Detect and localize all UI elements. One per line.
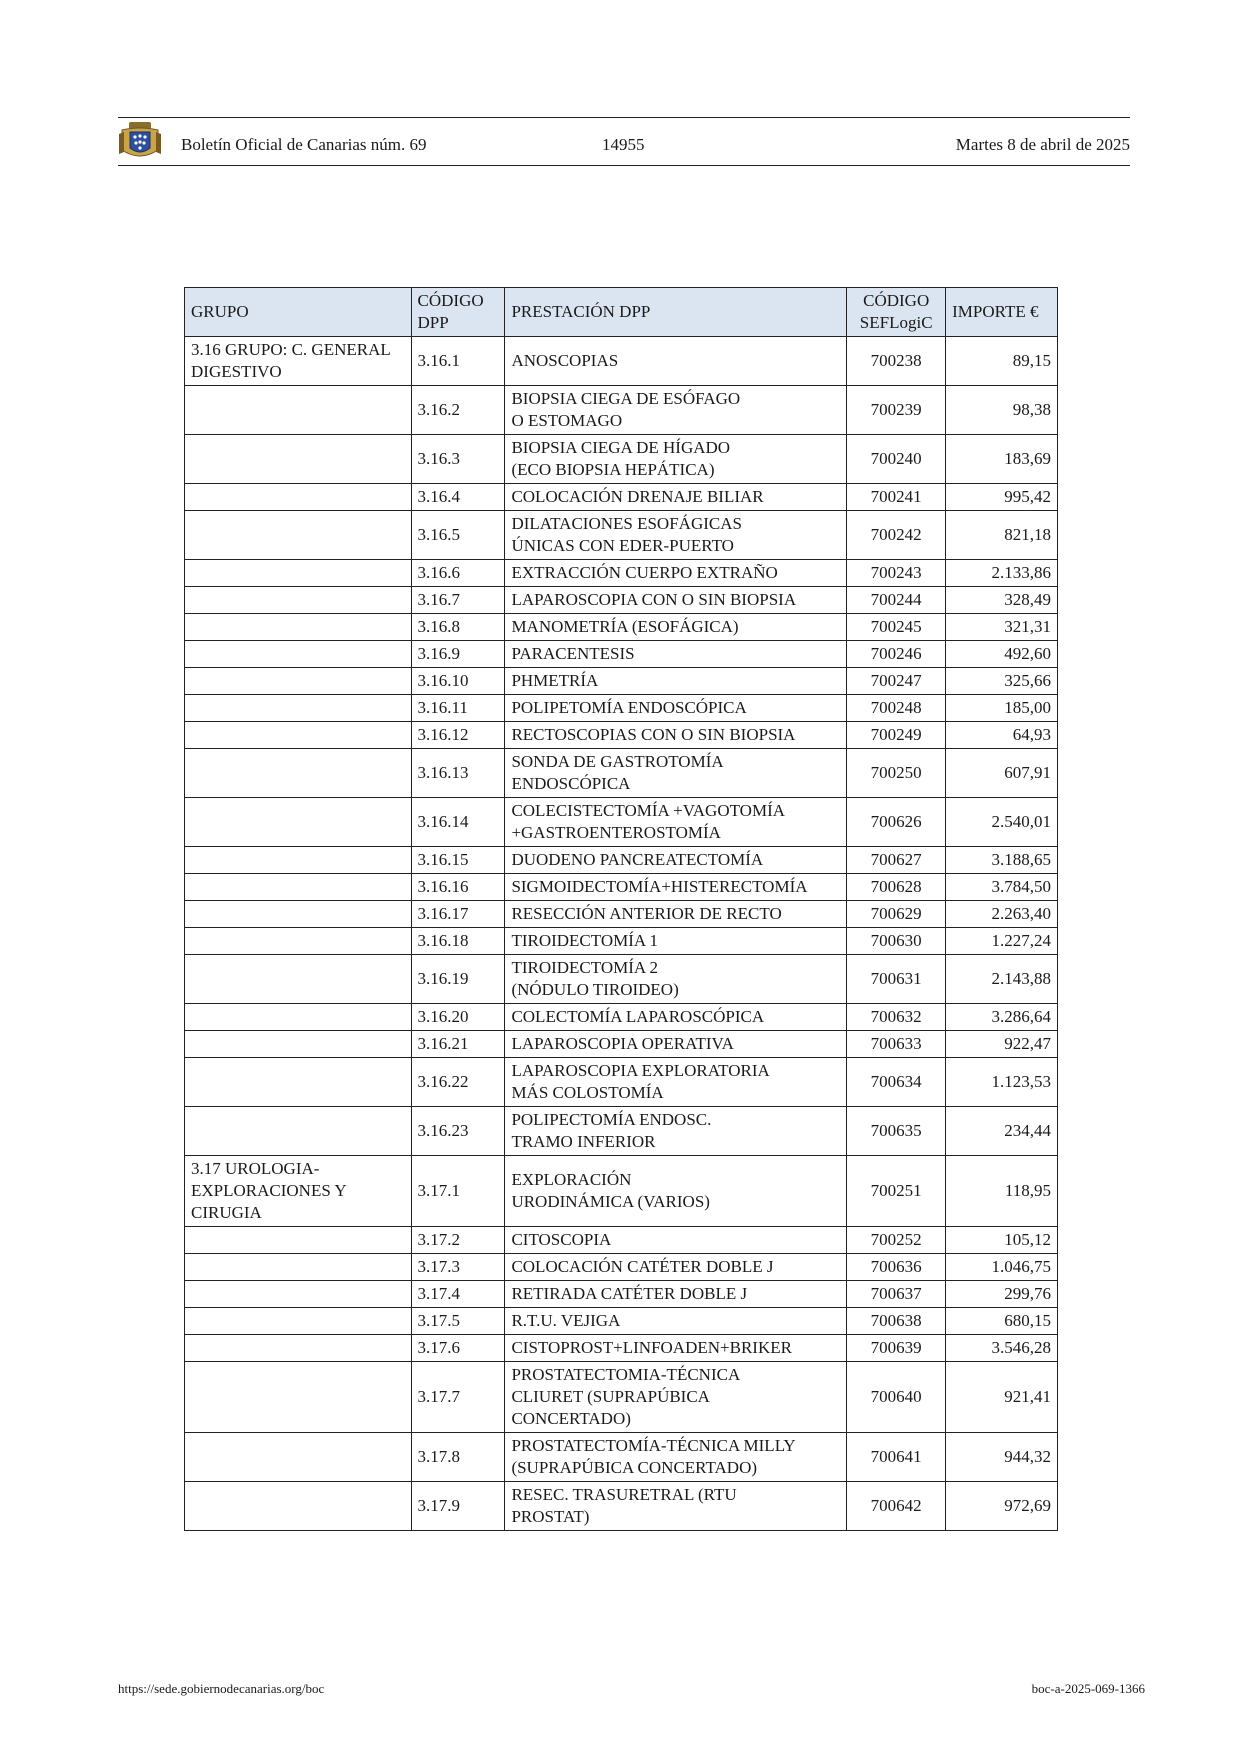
cell-codigo-seflogic: 700248 (847, 695, 946, 722)
cell-grupo (185, 695, 412, 722)
cell-codigo-seflogic: 700251 (847, 1156, 946, 1227)
table-row (185, 668, 1058, 695)
cell-prestacion: DILATACIONES ESOFÁGICAS ÚNICAS CON EDER-PUERTO (505, 511, 847, 560)
cell-importe: 821,18 (946, 511, 1058, 560)
cell-importe: 2.540,01 (946, 798, 1058, 847)
cell-importe: 64,93 (946, 722, 1058, 749)
col-header-grupo: GRUPO (185, 288, 412, 337)
cell-grupo (185, 847, 412, 874)
cell-importe: 105,12 (946, 1227, 1058, 1254)
cell-importe: 944,32 (946, 1433, 1058, 1482)
cell-grupo: 3.17 UROLOGIA-EXPLORACIONES Y CIRUGIA (185, 1156, 412, 1227)
col-header-prestacion: PRESTACIÓN DPP (505, 288, 847, 337)
cell-importe: 234,44 (946, 1107, 1058, 1156)
cell-importe: 607,91 (946, 749, 1058, 798)
cell-codigo-dpp: 3.16.21 (411, 1031, 505, 1058)
cell-prestacion: PHMETRÍA (505, 668, 847, 695)
cell-codigo-dpp: 3.16.4 (411, 484, 505, 511)
table-row (185, 749, 1058, 798)
cell-grupo (185, 1254, 412, 1281)
page-header (118, 117, 1130, 166)
cell-codigo-dpp: 3.16.6 (411, 560, 505, 587)
table-row (185, 511, 1058, 560)
cell-grupo (185, 484, 412, 511)
cell-codigo-dpp: 3.17.2 (411, 1227, 505, 1254)
table-row (185, 955, 1058, 1004)
cell-grupo (185, 1308, 412, 1335)
cell-importe: 118,95 (946, 1156, 1058, 1227)
cell-codigo-dpp: 3.16.7 (411, 587, 505, 614)
cell-prestacion: COLECTOMÍA LAPAROSCÓPICA (505, 1004, 847, 1031)
table-row (185, 1156, 1058, 1227)
cell-prestacion: SIGMOIDECTOMÍA+HISTERECTOMÍA (505, 874, 847, 901)
cell-grupo: 3.16 GRUPO: C. GENERAL DIGESTIVO (185, 337, 412, 386)
cell-grupo (185, 386, 412, 435)
cell-importe: 3.546,28 (946, 1335, 1058, 1362)
table-row (185, 1335, 1058, 1362)
cell-codigo-seflogic: 700246 (847, 641, 946, 668)
cell-codigo-dpp: 3.16.22 (411, 1058, 505, 1107)
cell-codigo-seflogic: 700627 (847, 847, 946, 874)
cell-codigo-seflogic: 700242 (847, 511, 946, 560)
publication-date: Martes 8 de abril de 2025 (955, 135, 1130, 154)
cell-codigo-seflogic: 700240 (847, 435, 946, 484)
dpp-table (184, 287, 1058, 1531)
cell-codigo-dpp: 3.17.4 (411, 1281, 505, 1308)
cell-prestacion: CISTOPROST+LINFOADEN+BRIKER (505, 1335, 847, 1362)
table-row (185, 1482, 1058, 1531)
cell-grupo (185, 511, 412, 560)
cell-codigo-seflogic: 700244 (847, 587, 946, 614)
cell-importe: 492,60 (946, 641, 1058, 668)
cell-codigo-seflogic: 700238 (847, 337, 946, 386)
cell-codigo-dpp: 3.17.3 (411, 1254, 505, 1281)
cell-codigo-seflogic: 700628 (847, 874, 946, 901)
table-row (185, 1254, 1058, 1281)
cell-prestacion: ANOSCOPIAS (505, 337, 847, 386)
cell-codigo-dpp: 3.16.12 (411, 722, 505, 749)
cell-codigo-dpp: 3.16.19 (411, 955, 505, 1004)
cell-grupo (185, 955, 412, 1004)
cell-grupo (185, 668, 412, 695)
table-row (185, 435, 1058, 484)
cell-grupo (185, 798, 412, 847)
cell-codigo-dpp: 3.17.1 (411, 1156, 505, 1227)
cell-importe: 3.188,65 (946, 847, 1058, 874)
cell-grupo (185, 749, 412, 798)
cell-prestacion: POLIPETOMÍA ENDOSCÓPICA (505, 695, 847, 722)
cell-grupo (185, 587, 412, 614)
cell-prestacion: PARACENTESIS (505, 641, 847, 668)
cell-codigo-dpp: 3.17.7 (411, 1362, 505, 1433)
cell-codigo-dpp: 3.16.5 (411, 511, 505, 560)
page-number: 14955 (602, 135, 645, 154)
cell-prestacion: COLOCACIÓN DRENAJE BILIAR (505, 484, 847, 511)
col-header-importe: IMPORTE € (946, 288, 1058, 337)
coat-of-arms-icon (118, 122, 162, 162)
cell-codigo-seflogic: 700641 (847, 1433, 946, 1482)
cell-codigo-dpp: 3.17.5 (411, 1308, 505, 1335)
table-row (185, 1058, 1058, 1107)
cell-codigo-seflogic: 700638 (847, 1308, 946, 1335)
cell-grupo (185, 874, 412, 901)
footer-url: https://sede.gobiernodecanarias.org/boc (118, 1681, 325, 1696)
cell-codigo-dpp: 3.16.8 (411, 614, 505, 641)
table-row (185, 1362, 1058, 1433)
cell-importe: 321,31 (946, 614, 1058, 641)
cell-codigo-dpp: 3.16.11 (411, 695, 505, 722)
cell-importe: 921,41 (946, 1362, 1058, 1433)
cell-prestacion: R.T.U. VEJIGA (505, 1308, 847, 1335)
cell-prestacion: TIROIDECTOMÍA 1 (505, 928, 847, 955)
table-row (185, 695, 1058, 722)
cell-codigo-dpp: 3.16.9 (411, 641, 505, 668)
cell-codigo-dpp: 3.17.8 (411, 1433, 505, 1482)
cell-grupo (185, 1227, 412, 1254)
table-row (185, 1004, 1058, 1031)
cell-codigo-seflogic: 700241 (847, 484, 946, 511)
table-row (185, 1227, 1058, 1254)
cell-codigo-seflogic: 700640 (847, 1362, 946, 1433)
cell-codigo-seflogic: 700633 (847, 1031, 946, 1058)
cell-importe: 922,47 (946, 1031, 1058, 1058)
cell-prestacion: DUODENO PANCREATECTOMÍA (505, 847, 847, 874)
bulletin-title: Boletín Oficial de Canarias núm. 69 (181, 135, 427, 154)
cell-grupo (185, 1004, 412, 1031)
cell-codigo-seflogic: 700629 (847, 901, 946, 928)
cell-prestacion: COLOCACIÓN CATÉTER DOBLE J (505, 1254, 847, 1281)
table-row (185, 928, 1058, 955)
cell-grupo (185, 1107, 412, 1156)
table-row (185, 874, 1058, 901)
cell-codigo-dpp: 3.16.17 (411, 901, 505, 928)
cell-prestacion: PROSTATECTOMIA-TÉCNICA CLIURET (SUPRAPÚBICA CONCERTADO) (505, 1362, 847, 1433)
cell-codigo-seflogic: 700250 (847, 749, 946, 798)
table-row (185, 798, 1058, 847)
cell-prestacion: MANOMETRÍA (ESOFÁGICA) (505, 614, 847, 641)
cell-codigo-dpp: 3.16.3 (411, 435, 505, 484)
cell-codigo-seflogic: 700626 (847, 798, 946, 847)
cell-importe: 3.784,50 (946, 874, 1058, 901)
cell-prestacion: RESEC. TRASURETRAL (RTU PROSTAT) (505, 1482, 847, 1531)
cell-grupo (185, 1058, 412, 1107)
cell-importe: 1.123,53 (946, 1058, 1058, 1107)
cell-prestacion: RESECCIÓN ANTERIOR DE RECTO (505, 901, 847, 928)
cell-codigo-dpp: 3.16.1 (411, 337, 505, 386)
table-row (185, 614, 1058, 641)
cell-grupo (185, 1031, 412, 1058)
cell-grupo (185, 901, 412, 928)
col-header-codigo-seflogic: CÓDIGO SEFLogiC (847, 288, 946, 337)
col-header-codigo-dpp: CÓDIGO DPP (411, 288, 505, 337)
table-row (185, 1281, 1058, 1308)
cell-codigo-seflogic: 700252 (847, 1227, 946, 1254)
cell-codigo-seflogic: 700642 (847, 1482, 946, 1531)
cell-codigo-dpp: 3.16.2 (411, 386, 505, 435)
cell-grupo (185, 1281, 412, 1308)
cell-importe: 89,15 (946, 337, 1058, 386)
footer-reference: boc-a-2025-069-1366 (1031, 1681, 1145, 1696)
cell-codigo-dpp: 3.16.13 (411, 749, 505, 798)
cell-importe: 680,15 (946, 1308, 1058, 1335)
cell-importe: 995,42 (946, 484, 1058, 511)
cell-codigo-dpp: 3.16.20 (411, 1004, 505, 1031)
cell-importe: 3.286,64 (946, 1004, 1058, 1031)
table-row (185, 587, 1058, 614)
cell-codigo-seflogic: 700247 (847, 668, 946, 695)
cell-grupo (185, 722, 412, 749)
cell-prestacion: RECTOSCOPIAS CON O SIN BIOPSIA (505, 722, 847, 749)
cell-codigo-dpp: 3.17.9 (411, 1482, 505, 1531)
table-row (185, 337, 1058, 386)
cell-prestacion: LAPAROSCOPIA OPERATIVA (505, 1031, 847, 1058)
cell-codigo-dpp: 3.16.23 (411, 1107, 505, 1156)
cell-codigo-dpp: 3.17.6 (411, 1335, 505, 1362)
cell-codigo-seflogic: 700637 (847, 1281, 946, 1308)
cell-codigo-seflogic: 700245 (847, 614, 946, 641)
cell-prestacion: TIROIDECTOMÍA 2 (NÓDULO TIROIDEO) (505, 955, 847, 1004)
cell-importe: 1.227,24 (946, 928, 1058, 955)
cell-prestacion: CITOSCOPIA (505, 1227, 847, 1254)
table-row (185, 1433, 1058, 1482)
cell-importe: 2.143,88 (946, 955, 1058, 1004)
cell-codigo-dpp: 3.16.14 (411, 798, 505, 847)
cell-prestacion: PROSTATECTOMÍA-TÉCNICA MILLY (SUPRAPÚBICA CONCERTADO) (505, 1433, 847, 1482)
cell-importe: 328,49 (946, 587, 1058, 614)
cell-grupo (185, 1482, 412, 1531)
table-row (185, 1308, 1058, 1335)
cell-codigo-seflogic: 700636 (847, 1254, 946, 1281)
cell-codigo-seflogic: 700635 (847, 1107, 946, 1156)
cell-codigo-seflogic: 700631 (847, 955, 946, 1004)
table-row (185, 386, 1058, 435)
cell-grupo (185, 1433, 412, 1482)
cell-prestacion: LAPAROSCOPIA EXPLORATORIA MÁS COLOSTOMÍA (505, 1058, 847, 1107)
cell-codigo-dpp: 3.16.16 (411, 874, 505, 901)
table-row (185, 484, 1058, 511)
cell-grupo (185, 560, 412, 587)
cell-prestacion: EXPLORACIÓN URODINÁMICA (VARIOS) (505, 1156, 847, 1227)
cell-codigo-dpp: 3.16.18 (411, 928, 505, 955)
cell-prestacion: SONDA DE GASTROTOMÍA ENDOSCÓPICA (505, 749, 847, 798)
cell-importe: 185,00 (946, 695, 1058, 722)
cell-codigo-dpp: 3.16.15 (411, 847, 505, 874)
table-row (185, 722, 1058, 749)
cell-prestacion: LAPAROSCOPIA CON O SIN BIOPSIA (505, 587, 847, 614)
cell-prestacion: EXTRACCIÓN CUERPO EXTRAÑO (505, 560, 847, 587)
cell-codigo-seflogic: 700632 (847, 1004, 946, 1031)
cell-importe: 2.133,86 (946, 560, 1058, 587)
cell-grupo (185, 641, 412, 668)
cell-grupo (185, 1335, 412, 1362)
table-header-row (185, 288, 1058, 337)
table-row (185, 641, 1058, 668)
cell-codigo-seflogic: 700243 (847, 560, 946, 587)
cell-codigo-dpp: 3.16.10 (411, 668, 505, 695)
cell-codigo-seflogic: 700249 (847, 722, 946, 749)
cell-prestacion: POLIPECTOMÍA ENDOSC. TRAMO INFERIOR (505, 1107, 847, 1156)
cell-grupo (185, 435, 412, 484)
table-row (185, 901, 1058, 928)
cell-grupo (185, 1362, 412, 1433)
cell-prestacion: BIOPSIA CIEGA DE HÍGADO (ECO BIOPSIA HEPÁTICA) (505, 435, 847, 484)
cell-importe: 1.046,75 (946, 1254, 1058, 1281)
cell-grupo (185, 614, 412, 641)
cell-codigo-seflogic: 700239 (847, 386, 946, 435)
table-row (185, 560, 1058, 587)
cell-prestacion: BIOPSIA CIEGA DE ESÓFAGO O ESTOMAGO (505, 386, 847, 435)
cell-codigo-seflogic: 700630 (847, 928, 946, 955)
cell-importe: 299,76 (946, 1281, 1058, 1308)
table-row (185, 847, 1058, 874)
cell-importe: 972,69 (946, 1482, 1058, 1531)
cell-importe: 325,66 (946, 668, 1058, 695)
cell-importe: 98,38 (946, 386, 1058, 435)
cell-importe: 2.263,40 (946, 901, 1058, 928)
cell-grupo (185, 928, 412, 955)
table-row (185, 1031, 1058, 1058)
cell-importe: 183,69 (946, 435, 1058, 484)
cell-codigo-seflogic: 700634 (847, 1058, 946, 1107)
table-row (185, 1107, 1058, 1156)
cell-codigo-seflogic: 700639 (847, 1335, 946, 1362)
cell-prestacion: RETIRADA CATÉTER DOBLE J (505, 1281, 847, 1308)
cell-prestacion: COLECISTECTOMÍA +VAGOTOMÍA +GASTROENTEROSTOMÍA (505, 798, 847, 847)
